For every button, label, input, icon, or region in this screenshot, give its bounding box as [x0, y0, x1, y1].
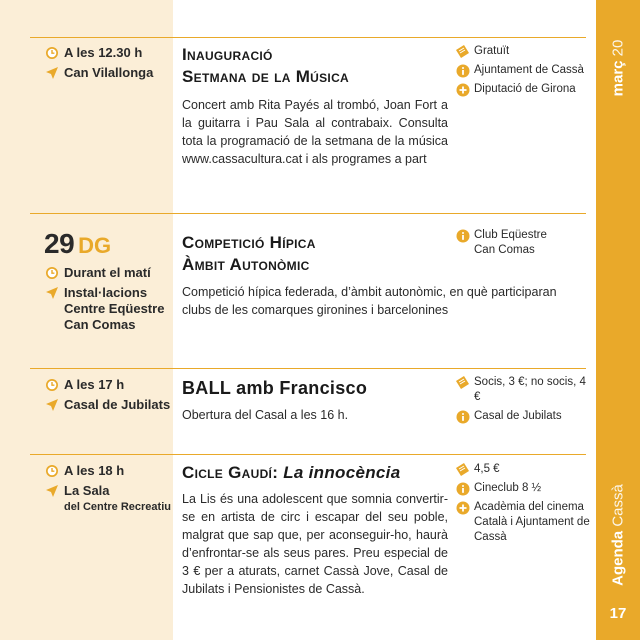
event-organizer: Cineclub 8 ½ — [474, 482, 542, 494]
page-number: 17 — [609, 605, 627, 622]
event-1-meta — [44, 45, 172, 81]
event-time: A les 18 h — [64, 463, 125, 478]
info-icon — [455, 63, 470, 78]
event-day — [44, 229, 111, 261]
plus-icon — [455, 500, 470, 515]
event-description: Competició hípica federada, d’àmbit autonòmic, en què participaran clubs de les comarques gironines i barcelonines — [182, 285, 557, 317]
event-description: La Lis és una adolescent que somnia convertir-se en artista de circ i escapar del seu poble, malgrat que sap que, per aconseguir-ho, haurà d’enfrontar-se als seus pares. Preu especial de 3 € per a aturats, carnet Cassà Jove, Casal de Jubilats i Pensionistes de Cassà. — [182, 492, 448, 596]
event-time: A les 17 h — [64, 377, 125, 392]
location-arrow-icon — [44, 397, 60, 413]
event-price: Socis, 3 €; no socis, 4 € — [474, 376, 586, 403]
ticket-icon — [455, 44, 470, 59]
event-info — [455, 44, 595, 101]
plus-icon — [455, 82, 470, 97]
separator — [30, 454, 586, 455]
event-organizer: Casal de Jubilats — [474, 410, 562, 422]
info-icon — [455, 228, 470, 243]
event-4-meta — [44, 463, 172, 515]
clock-icon — [44, 45, 60, 61]
separator — [30, 368, 586, 369]
event-organizer: Ajuntament de Cassà — [474, 64, 584, 76]
event-price: Gratuït — [474, 45, 510, 57]
ticket-icon — [455, 462, 470, 477]
clock-icon — [44, 265, 60, 281]
clock-icon — [44, 377, 60, 393]
event-organizer: Club Eqüestre Can Comas — [474, 229, 547, 256]
separator — [30, 213, 586, 214]
event-info — [455, 228, 595, 262]
event-2-meta — [44, 265, 172, 333]
event-info — [455, 375, 595, 428]
event-support: Diputació de Girona — [474, 83, 576, 95]
location-arrow-icon — [44, 65, 60, 81]
info-icon — [455, 481, 470, 496]
event-title: Cicle Gaudí: La innocència — [182, 463, 401, 482]
event-title: Inauguració Setmana de la Música — [182, 45, 349, 86]
event-time: A les 12.30 h — [64, 45, 143, 60]
event-title: BALL amb Francisco — [182, 378, 368, 398]
event-title: Competició Hípica Àmbit Autonòmic — [182, 233, 316, 274]
day-of-week: DG — [78, 233, 112, 258]
event-3-meta — [44, 377, 172, 413]
location-arrow-icon — [44, 483, 60, 499]
event-place: La Sala — [64, 483, 110, 498]
sidebar-month: març 20 — [609, 39, 627, 97]
event-place: Instal·lacions Centre Eqüestre Can Comas — [64, 285, 165, 332]
info-icon — [455, 409, 470, 424]
event-info — [455, 462, 595, 549]
event-place-sub: del Centre Recreatiu — [64, 501, 171, 513]
event-support: Acadèmia del cinema Català i Ajuntament de Cassà — [474, 501, 590, 543]
event-description: Concert amb Rita Payés al trombó, Joan Fort a la guitarra i Pau Sala al contrabaix. Consulta tota la programació de la setmana de la música www.cassacultura.cat i als programes a part — [182, 98, 448, 166]
separator — [30, 37, 586, 38]
event-description: Obertura del Casal a les 16 h. — [182, 408, 349, 422]
location-arrow-icon — [44, 285, 60, 301]
event-price: 4,5 € — [474, 463, 500, 475]
event-place: Can Vilallonga — [64, 65, 154, 80]
day-number: 29 — [44, 228, 75, 259]
clock-icon — [44, 463, 60, 479]
ticket-icon — [455, 375, 470, 390]
sidebar-agenda-title: Agenda Cassà — [609, 484, 627, 586]
event-place: Casal de Jubilats — [64, 397, 171, 412]
event-time: Durant el matí — [64, 265, 151, 280]
